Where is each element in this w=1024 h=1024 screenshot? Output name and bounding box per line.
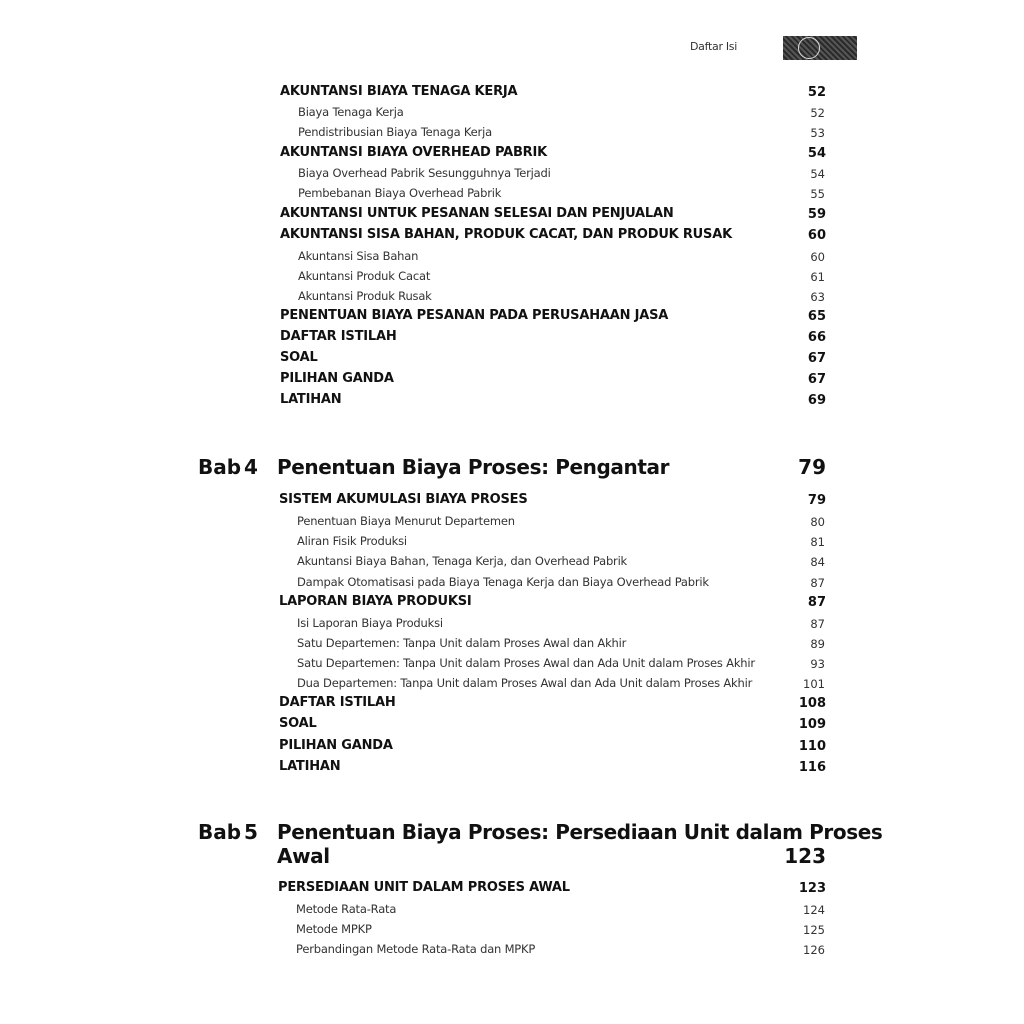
chapter-number: 5 [244,820,258,844]
toc-entry[interactable] [0,613,1024,633]
entry-label: PILIHAN GANDA [279,738,393,753]
entry-label: Penentuan Biaya Menurut Departemen [297,514,515,528]
entry-page: 87 [810,576,825,590]
toc-entry[interactable] [0,673,1024,693]
entry-page: 116 [798,760,826,775]
toc-entry[interactable] [0,369,1024,389]
entry-page: 110 [798,739,826,754]
entry-label: Perbandingan Metode Rata-Rata dan MPKP [296,942,536,956]
toc-entry[interactable] [0,551,1024,571]
entry-label: LATIHAN [279,759,341,774]
toc-entry[interactable] [0,246,1024,266]
toc-entry[interactable] [0,348,1024,368]
toc-entry[interactable] [0,736,1024,756]
entry-page: 59 [807,207,826,222]
toc-entry[interactable] [0,757,1024,777]
entry-page: 63 [810,290,825,304]
entry-label: DAFTAR ISTILAH [280,329,397,344]
toc-entry[interactable] [0,899,1024,919]
toc-entry[interactable] [0,653,1024,673]
entry-label: Biaya Overhead Pabrik Sesungguhnya Terjadi [298,166,551,180]
entry-page: 60 [807,228,826,243]
entry-page: 52 [807,85,826,100]
toc-entry[interactable] [0,490,1024,510]
toc-entry[interactable] [0,939,1024,959]
entry-label: LATIHAN [280,392,342,407]
entry-page: 67 [807,351,826,366]
entry-label: DAFTAR ISTILAH [279,695,396,710]
entry-label: Akuntansi Produk Cacat [298,269,431,283]
entry-label: SOAL [280,350,318,365]
entry-page: 81 [810,535,825,549]
entry-page: 93 [810,657,825,671]
entry-label: SISTEM AKUMULASI BIAYA PROSES [279,492,528,507]
toc-entry[interactable] [0,122,1024,142]
entry-label: Pembebanan Biaya Overhead Pabrik [298,186,502,200]
entry-label: PENENTUAN BIAYA PESANAN PADA PERUSAHAAN JASA [280,308,669,323]
entry-label: Metode MPKP [296,922,372,936]
entry-page: 60 [810,250,825,264]
entry-page: 124 [803,903,825,917]
toc-entry[interactable] [0,592,1024,612]
entry-page: 54 [810,167,825,181]
chapter-bab-label: Bab [198,820,242,844]
entry-page: 108 [798,696,826,711]
toc-entry[interactable] [0,306,1024,326]
toc-entry[interactable] [0,82,1024,102]
entry-label: Dampak Otomatisasi pada Biaya Tenaga Kerja dan Biaya Overhead Pabrik [297,575,709,589]
entry-page: 66 [807,330,826,345]
toc-entry[interactable] [0,143,1024,163]
entry-page: 123 [798,881,826,896]
entry-page: 79 [807,493,826,508]
toc-entry[interactable] [0,878,1024,898]
entry-page: 101 [803,677,825,691]
entry-label: AKUNTANSI SISA BAHAN, PRODUK CACAT, DAN PRODUK RUSAK [280,227,732,242]
entry-label: Akuntansi Produk Rusak [298,289,432,303]
running-header [0,36,1024,62]
entry-page: 84 [810,555,825,569]
toc-entry[interactable] [0,327,1024,347]
entry-label: AKUNTANSI UNTUK PESANAN SELESAI DAN PENJUALAN [280,206,674,221]
toc-entry[interactable] [0,919,1024,939]
page-number-badge [783,36,857,60]
entry-page: 55 [810,187,825,201]
toc-entry[interactable] [0,693,1024,713]
entry-label: Biaya Tenaga Kerja [298,105,404,119]
entry-label: Isi Laporan Biaya Produksi [297,616,443,630]
entry-page: 65 [807,309,826,324]
toc-entry[interactable] [0,286,1024,306]
entry-label: AKUNTANSI BIAYA TENAGA KERJA [280,84,518,99]
entry-page: 87 [810,617,825,631]
toc-entry[interactable] [0,266,1024,286]
header-title: Daftar Isi [690,40,737,53]
chapter-page: 123 [784,844,826,868]
toc-entry[interactable] [0,511,1024,531]
entry-label: Satu Departemen: Tanpa Unit dalam Proses Awal dan Ada Unit dalam Proses Akhir [297,656,755,670]
entry-page: 109 [798,717,826,732]
entry-label: SOAL [279,716,317,731]
chapter-page: 79 [798,455,826,479]
entry-label: Metode Rata-Rata [296,902,397,916]
chapter-title-line1: Penentuan Biaya Proses: Persediaan Unit dalam Proses [277,820,883,844]
chapter-title-line2: Awal [277,844,330,868]
toc-entry[interactable] [0,102,1024,122]
entry-page: 69 [807,393,826,408]
toc-entry[interactable] [0,531,1024,551]
page-marker-circle-icon [798,37,820,59]
entry-page: 80 [810,515,825,529]
toc-entry[interactable] [0,572,1024,592]
entry-page: 126 [803,943,825,957]
toc-entry[interactable] [0,714,1024,734]
toc-entry[interactable] [0,225,1024,245]
entry-page: 89 [810,637,825,651]
entry-page: 125 [803,923,825,937]
entry-label: Pendistribusian Biaya Tenaga Kerja [298,125,492,139]
toc-entry[interactable] [0,633,1024,653]
entry-page: 52 [810,106,825,120]
entry-label: Aliran Fisik Produksi [297,534,407,548]
toc-entry[interactable] [0,183,1024,203]
entry-page: 54 [807,146,826,161]
entry-page: 61 [810,270,825,284]
toc-entry[interactable] [0,390,1024,410]
entry-label: Akuntansi Biaya Bahan, Tenaga Kerja, dan Overhead Pabrik [297,554,628,568]
entry-label: PERSEDIAAN UNIT DALAM PROSES AWAL [278,880,570,895]
entry-page: 67 [807,372,826,387]
entry-page: 87 [807,595,826,610]
entry-label: LAPORAN BIAYA PRODUKSI [279,594,472,609]
entry-label: Akuntansi Sisa Bahan [298,249,419,263]
entry-label: AKUNTANSI BIAYA OVERHEAD PABRIK [280,145,548,160]
entry-label: Satu Departemen: Tanpa Unit dalam Proses Awal dan Akhir [297,636,627,650]
chapter-title: Penentuan Biaya Proses: Pengantar [277,455,670,479]
toc-entry[interactable] [0,204,1024,224]
toc-entry[interactable] [0,163,1024,183]
entry-page: 53 [810,126,825,140]
entry-label: Dua Departemen: Tanpa Unit dalam Proses Awal dan Ada Unit dalam Proses Akhir [297,676,753,690]
chapter-number: 4 [244,455,258,479]
entry-label: PILIHAN GANDA [280,371,394,386]
chapter-bab-label: Bab [198,455,242,479]
